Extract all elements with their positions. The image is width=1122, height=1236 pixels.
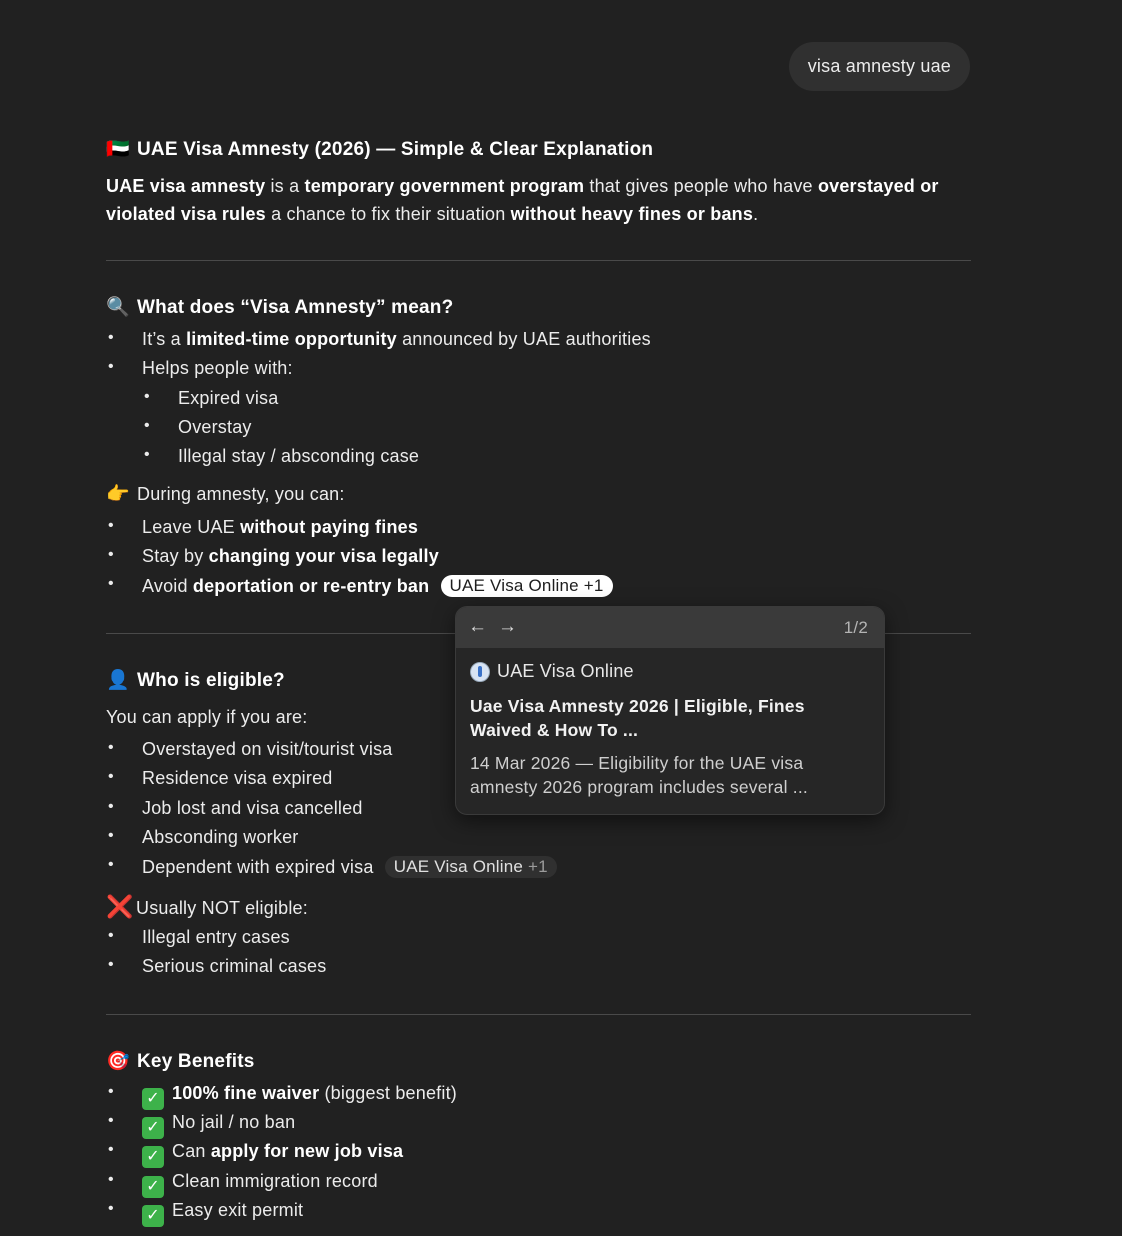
user-message-bubble (789, 42, 970, 91)
sub-list-item: • Illegal stay / absconding case (178, 446, 419, 467)
check-icon: ✓ (142, 1176, 164, 1198)
list-item: • Leave UAE without paying fines (142, 517, 418, 538)
list-item: • Avoid deportation or re-entry ban UAE Visa Online +1 (142, 575, 613, 597)
check-icon: ✓ (142, 1205, 164, 1227)
check-icon: ✓ (142, 1146, 164, 1168)
section-heading-benefits: 🎯 Key Benefits (106, 1051, 255, 1072)
list-item: • It’s a limited-time opportunity announced by UAE authorities (142, 329, 651, 350)
person-icon: 👤 (106, 670, 130, 691)
pointing-hand-icon: 👉 (106, 484, 130, 505)
list-item: • ✓ Clean immigration record (142, 1171, 378, 1198)
check-icon: ✓ (142, 1088, 164, 1110)
not-eligible-label: ❌ Usually NOT eligible: (106, 894, 308, 919)
list-item: • ✓ Easy exit permit (142, 1200, 303, 1227)
sub-list-item: • Overstay (178, 417, 252, 438)
arrow-right-icon[interactable]: → (498, 616, 518, 637)
section-heading-eligible: 👤 Who is eligible? (106, 670, 285, 691)
list-item: • Residence visa expired (142, 768, 333, 789)
list-item: • ✓ Can apply for new job visa (142, 1141, 403, 1168)
list-item: • Stay by changing your visa legally (142, 546, 439, 567)
section-heading-meaning: 🔍 What does “Visa Amnesty” mean? (106, 297, 454, 318)
list-item: • ✓ No jail / no ban (142, 1112, 295, 1139)
popover-snippet: 14 Mar 2026 — Eligibility for the UAE visa amnesty 2026 program includes several ... (470, 753, 808, 797)
main-heading-text: UAE Visa Amnesty (2026) — Simple & Clear Explanation (137, 139, 654, 160)
cross-icon: ❌ (106, 894, 134, 919)
citation-pill-active[interactable]: UAE Visa Online +1 (441, 575, 613, 597)
check-icon: ✓ (142, 1117, 164, 1139)
citation-popover (455, 606, 885, 815)
list-item: • Overstayed on visit/tourist visa (142, 739, 393, 760)
magnifier-icon: 🔍 (106, 297, 130, 318)
citation-pill[interactable]: UAE Visa Online +1 (385, 856, 557, 878)
main-heading (106, 139, 653, 161)
popover-source-name: UAE Visa Online (497, 661, 634, 681)
site-favicon-icon (470, 662, 490, 682)
popover-title-link[interactable]: Uae Visa Amnesty 2026 | Eligible, Fines Waived & How To ... (470, 696, 805, 740)
list-item: • Job lost and visa cancelled (142, 798, 363, 819)
divider (106, 260, 971, 261)
list-item: • Dependent with expired visa UAE Visa Online +1 (142, 856, 557, 878)
uae-flag-icon: 🇦🇪 (106, 139, 130, 160)
list-item: • Serious criminal cases (142, 956, 326, 977)
list-item: • Illegal entry cases (142, 927, 290, 948)
list-item: • ✓ 100% fine waiver (biggest benefit) (142, 1083, 457, 1110)
popover-header (456, 607, 884, 648)
user-message-text: visa amnesty uae (807, 56, 951, 76)
popover-source[interactable] (470, 661, 634, 682)
intro-paragraph: UAE visa amnesty is a temporary government program that gives people who have overstayed or violated visa rules a chance to fix their situation without heavy fines or bans. (106, 176, 939, 224)
list-item: • Absconding worker (142, 827, 298, 848)
during-amnesty-label: 👉 During amnesty, you can: (106, 484, 345, 505)
list-item: • Helps people with: (142, 358, 293, 379)
eligible-intro: You can apply if you are: (106, 707, 308, 727)
divider (106, 1014, 971, 1015)
popover-page-count: 1/2 (843, 618, 868, 637)
sub-list-item: • Expired visa (178, 388, 278, 409)
arrow-left-icon[interactable]: ← (468, 616, 488, 637)
target-icon: 🎯 (106, 1051, 130, 1072)
